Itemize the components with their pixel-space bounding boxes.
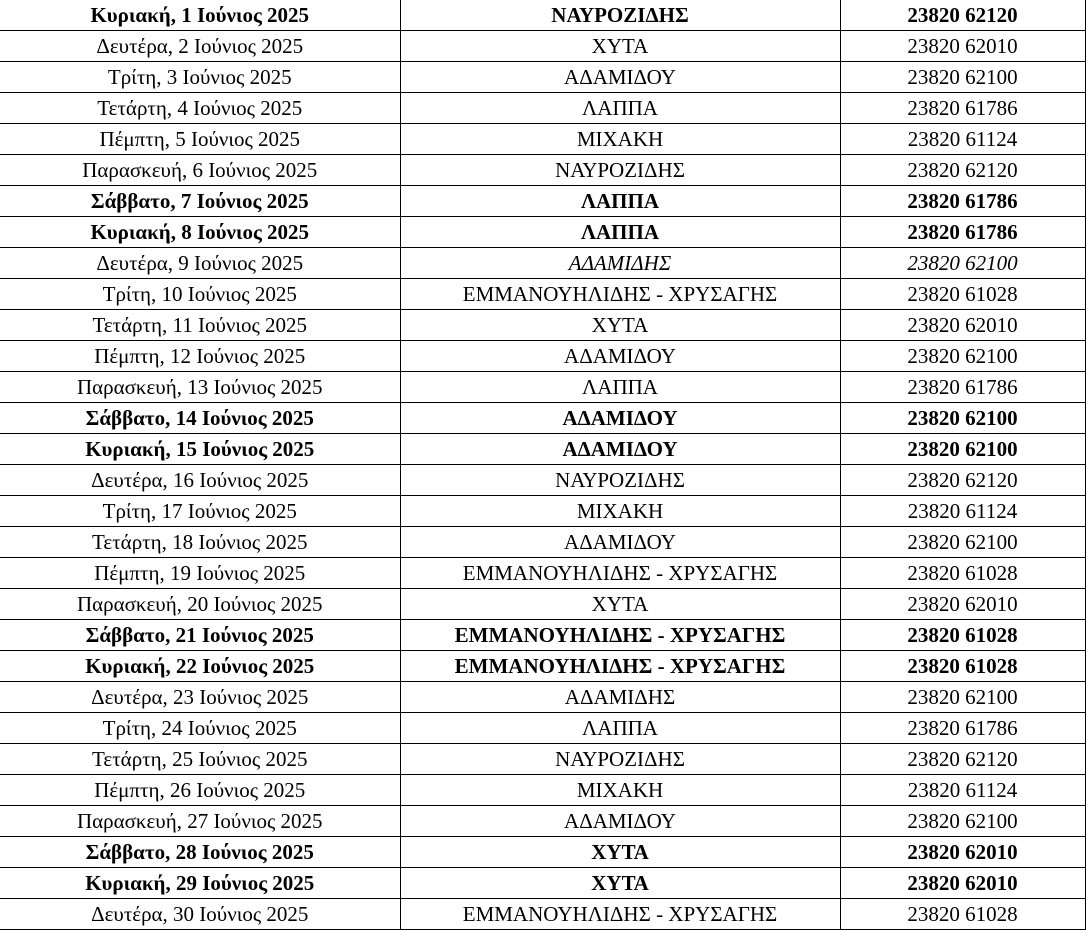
pharmacy-cell: ΧΥΤΑ [400, 31, 840, 62]
pharmacy-cell: ΑΔΑΜΙΔΟΥ [400, 403, 840, 434]
phone-cell: 23820 61786 [840, 93, 1085, 124]
phone-cell: 23820 61028 [840, 620, 1085, 651]
table-row [0, 651, 1085, 682]
date-cell: Τρίτη, 10 Ιούνιος 2025 [0, 279, 400, 310]
phone-cell: 23820 62100 [840, 527, 1085, 558]
phone-cell: 23820 62010 [840, 868, 1085, 899]
date-cell: Δευτέρα, 23 Ιούνιος 2025 [0, 682, 400, 713]
date-cell: Κυριακή, 1 Ιούνιος 2025 [0, 0, 400, 31]
pharmacy-cell: ΕΜΜΑΝΟΥΗΛΙΔΗΣ - ΧΡΥΣΑΓΗΣ [400, 620, 840, 651]
date-cell: Τετάρτη, 4 Ιούνιος 2025 [0, 93, 400, 124]
phone-cell: 23820 61124 [840, 124, 1085, 155]
phone-cell: 23820 62010 [840, 837, 1085, 868]
phone-cell: 23820 62100 [840, 682, 1085, 713]
table-row [0, 403, 1085, 434]
phone-cell: 23820 62010 [840, 589, 1085, 620]
table-row [0, 124, 1085, 155]
table-row [0, 93, 1085, 124]
date-cell: Δευτέρα, 30 Ιούνιος 2025 [0, 899, 400, 930]
phone-cell: 23820 62010 [840, 31, 1085, 62]
date-cell: Παρασκευή, 20 Ιούνιος 2025 [0, 589, 400, 620]
phone-cell: 23820 62010 [840, 310, 1085, 341]
table-row [0, 868, 1085, 899]
pharmacy-cell: ΝΑΥΡΟΖΙΔΗΣ [400, 155, 840, 186]
date-cell: Δευτέρα, 16 Ιούνιος 2025 [0, 465, 400, 496]
date-cell: Τετάρτη, 11 Ιούνιος 2025 [0, 310, 400, 341]
phone-cell: 23820 62100 [840, 403, 1085, 434]
table-row [0, 155, 1085, 186]
pharmacy-cell: ΝΑΥΡΟΖΙΔΗΣ [400, 744, 840, 775]
table-row [0, 372, 1085, 403]
table-row [0, 217, 1085, 248]
pharmacy-cell: ΕΜΜΑΝΟΥΗΛΙΔΗΣ - ΧΡΥΣΑΓΗΣ [400, 558, 840, 589]
phone-cell: 23820 62100 [840, 806, 1085, 837]
pharmacy-cell: ΕΜΜΑΝΟΥΗΛΙΔΗΣ - ΧΡΥΣΑΓΗΣ [400, 279, 840, 310]
phone-cell: 23820 62120 [840, 0, 1085, 31]
table-row [0, 527, 1085, 558]
table-row [0, 248, 1085, 279]
date-cell: Πέμπτη, 26 Ιούνιος 2025 [0, 775, 400, 806]
table-row [0, 806, 1085, 837]
pharmacy-cell: ΜΙΧΑΚΗ [400, 124, 840, 155]
pharmacy-cell: ΑΔΑΜΙΔΟΥ [400, 434, 840, 465]
pharmacy-cell: ΜΙΧΑΚΗ [400, 775, 840, 806]
table-row [0, 31, 1085, 62]
phone-cell: 23820 62100 [840, 62, 1085, 93]
date-cell: Σάββατο, 14 Ιούνιος 2025 [0, 403, 400, 434]
phone-cell: 23820 61786 [840, 217, 1085, 248]
phone-cell: 23820 62120 [840, 465, 1085, 496]
table-row [0, 465, 1085, 496]
table-row [0, 186, 1085, 217]
date-cell: Τετάρτη, 25 Ιούνιος 2025 [0, 744, 400, 775]
date-cell: Σάββατο, 21 Ιούνιος 2025 [0, 620, 400, 651]
table-row [0, 279, 1085, 310]
table-row [0, 341, 1085, 372]
pharmacy-cell: ΑΔΑΜΙΔΟΥ [400, 341, 840, 372]
table-row [0, 620, 1085, 651]
pharmacy-cell: ΧΥΤΑ [400, 310, 840, 341]
table-row [0, 837, 1085, 868]
pharmacy-cell: ΝΑΥΡΟΖΙΔΗΣ [400, 465, 840, 496]
table-row [0, 589, 1085, 620]
date-cell: Κυριακή, 29 Ιούνιος 2025 [0, 868, 400, 899]
table-row [0, 775, 1085, 806]
phone-cell: 23820 61124 [840, 496, 1085, 527]
phone-cell: 23820 61028 [840, 558, 1085, 589]
pharmacy-cell: ΛΑΠΠΑ [400, 186, 840, 217]
table-row [0, 0, 1085, 31]
table-row [0, 310, 1085, 341]
table-row [0, 434, 1085, 465]
phone-cell: 23820 61028 [840, 651, 1085, 682]
pharmacy-cell: ΑΔΑΜΙΔΗΣ [400, 248, 840, 279]
table-row [0, 558, 1085, 589]
phone-cell: 23820 61786 [840, 186, 1085, 217]
table-row [0, 899, 1085, 930]
date-cell: Πέμπτη, 5 Ιούνιος 2025 [0, 124, 400, 155]
pharmacy-cell: ΝΑΥΡΟΖΙΔΗΣ [400, 0, 840, 31]
phone-cell: 23820 61124 [840, 775, 1085, 806]
date-cell: Παρασκευή, 6 Ιούνιος 2025 [0, 155, 400, 186]
date-cell: Πέμπτη, 19 Ιούνιος 2025 [0, 558, 400, 589]
table-row [0, 496, 1085, 527]
phone-cell: 23820 61028 [840, 279, 1085, 310]
phone-cell: 23820 61786 [840, 372, 1085, 403]
date-cell: Σάββατο, 7 Ιούνιος 2025 [0, 186, 400, 217]
date-cell: Κυριακή, 15 Ιούνιος 2025 [0, 434, 400, 465]
pharmacy-cell: ΧΥΤΑ [400, 837, 840, 868]
pharmacy-cell: ΛΑΠΠΑ [400, 713, 840, 744]
pharmacy-cell: ΕΜΜΑΝΟΥΗΛΙΔΗΣ - ΧΡΥΣΑΓΗΣ [400, 651, 840, 682]
table-row [0, 62, 1085, 93]
table-row [0, 713, 1085, 744]
table-row [0, 682, 1085, 713]
pharmacy-cell: ΕΜΜΑΝΟΥΗΛΙΔΗΣ - ΧΡΥΣΑΓΗΣ [400, 899, 840, 930]
phone-cell: 23820 62100 [840, 248, 1085, 279]
pharmacy-cell: ΑΔΑΜΙΔΟΥ [400, 806, 840, 837]
date-cell: Τετάρτη, 18 Ιούνιος 2025 [0, 527, 400, 558]
phone-cell: 23820 61028 [840, 899, 1085, 930]
date-cell: Παρασκευή, 13 Ιούνιος 2025 [0, 372, 400, 403]
pharmacy-cell: ΑΔΑΜΙΔΗΣ [400, 682, 840, 713]
pharmacy-cell: ΛΑΠΠΑ [400, 217, 840, 248]
date-cell: Δευτέρα, 2 Ιούνιος 2025 [0, 31, 400, 62]
pharmacy-cell: ΛΑΠΠΑ [400, 372, 840, 403]
date-cell: Τρίτη, 24 Ιούνιος 2025 [0, 713, 400, 744]
phone-cell: 23820 62120 [840, 155, 1085, 186]
date-cell: Σάββατο, 28 Ιούνιος 2025 [0, 837, 400, 868]
phone-cell: 23820 62120 [840, 744, 1085, 775]
date-cell: Πέμπτη, 12 Ιούνιος 2025 [0, 341, 400, 372]
pharmacy-cell: ΑΔΑΜΙΔΟΥ [400, 527, 840, 558]
phone-cell: 23820 62100 [840, 341, 1085, 372]
date-cell: Τρίτη, 3 Ιούνιος 2025 [0, 62, 400, 93]
pharmacy-cell: ΛΑΠΠΑ [400, 93, 840, 124]
phone-cell: 23820 61786 [840, 713, 1085, 744]
date-cell: Τρίτη, 17 Ιούνιος 2025 [0, 496, 400, 527]
date-cell: Κυριακή, 22 Ιούνιος 2025 [0, 651, 400, 682]
pharmacy-cell: ΧΥΤΑ [400, 868, 840, 899]
table-row [0, 744, 1085, 775]
date-cell: Δευτέρα, 9 Ιούνιος 2025 [0, 248, 400, 279]
phone-cell: 23820 62100 [840, 434, 1085, 465]
date-cell: Κυριακή, 8 Ιούνιος 2025 [0, 217, 400, 248]
pharmacy-cell: ΑΔΑΜΙΔΟΥ [400, 62, 840, 93]
pharmacy-cell: ΜΙΧΑΚΗ [400, 496, 840, 527]
pharmacy-cell: ΧΥΤΑ [400, 589, 840, 620]
date-cell: Παρασκευή, 27 Ιούνιος 2025 [0, 806, 400, 837]
